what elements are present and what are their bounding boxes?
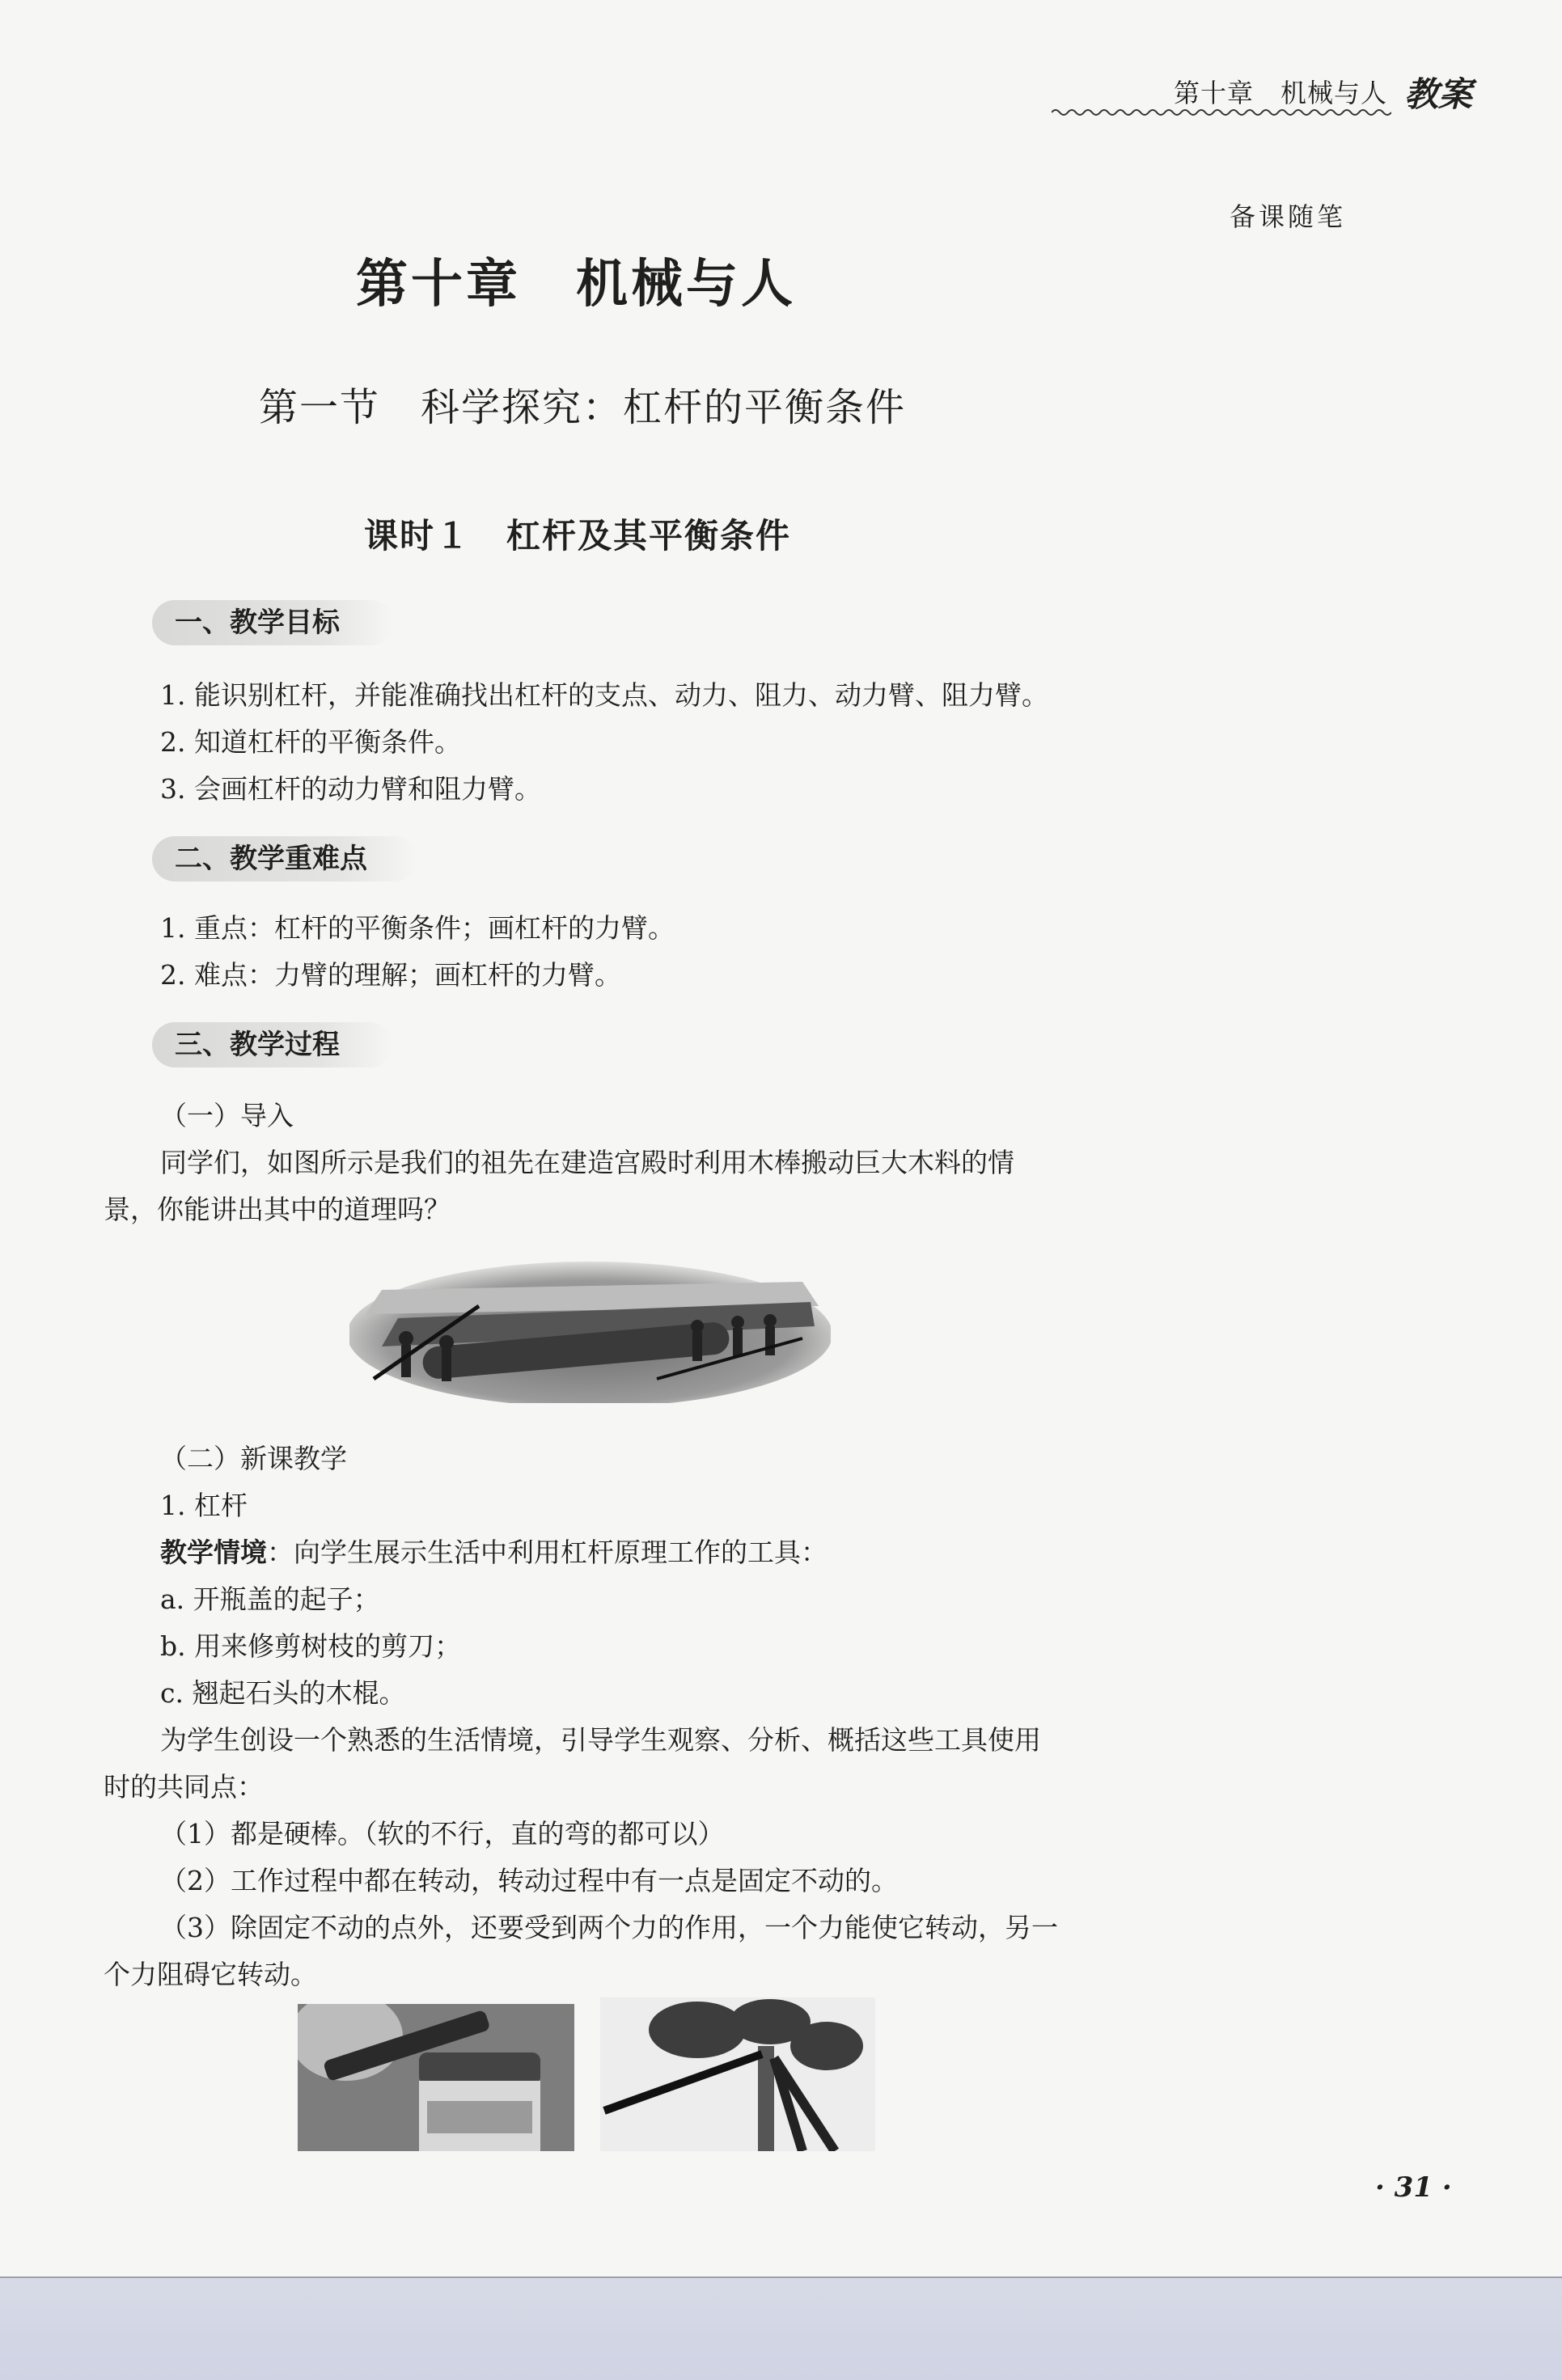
header-chapter: 第十章 机械与人 — [1173, 78, 1387, 108]
tool-item: b. 用来修剪树枝的剪刀； — [160, 1630, 462, 1662]
bottle-opener-image — [298, 2004, 574, 2151]
wavy-rule — [1052, 107, 1391, 118]
key-point-item: 2. 难点：力臂的理解；画杠杆的力臂。 — [160, 959, 621, 991]
tool-item: a. 开瓶盖的起子； — [160, 1583, 380, 1615]
intro-heading: （一）导入 — [160, 1100, 294, 1131]
header-tag: 教案 — [1403, 74, 1472, 114]
guide-line: 时的共同点： — [104, 1771, 264, 1803]
common-point: 个力阻碍它转动。 — [104, 1959, 317, 1990]
scenario-label: 教学情境 — [160, 1537, 267, 1568]
section-title: 第一节 科学探究：杠杆的平衡条件 — [259, 385, 907, 430]
pruning-shears-image — [600, 1997, 875, 2151]
common-point: （2）工作过程中都在转动，转动过程中有一点是固定不动的。 — [160, 1865, 898, 1896]
scanner-background-strip — [0, 2276, 1562, 2380]
intro-line: 同学们，如图所示是我们的祖先在建造宫殿时利用木棒搬动巨大木料的情 — [160, 1147, 1014, 1178]
process-heading: 三、教学过程 — [152, 1022, 393, 1067]
new-lesson-heading: （二）新课教学 — [160, 1443, 347, 1474]
page-number: · 31 · — [1375, 2171, 1452, 2204]
tool-item: c. 翘起石头的木棍。 — [160, 1677, 406, 1709]
lesson-title: 课时１ 杠杆及其平衡条件 — [364, 516, 792, 556]
key-points-heading: 二、教学重难点 — [152, 836, 417, 881]
side-note-label: 备课随笔 — [1230, 201, 1347, 232]
objective-item: 1. 能识别杠杆，并能准确找出杠杆的支点、动力、阻力、动力臂、阻力臂。 — [160, 679, 1048, 711]
chapter-title: 第十章 机械与人 — [356, 254, 796, 315]
running-header — [1052, 73, 1472, 121]
common-point: （3）除固定不动的点外，还要受到两个力的作用，一个力能使它转动，另一 — [160, 1912, 1058, 1943]
intro-line: 景，你能讲出其中的道理吗？ — [104, 1194, 451, 1225]
palace-construction-image — [349, 1258, 831, 1403]
objective-item: 3. 会画杠杆的动力臂和阻力臂。 — [160, 773, 541, 805]
common-point: （1）都是硬棒。（软的不行，直的弯的都可以） — [160, 1818, 725, 1849]
objective-item: 2. 知道杠杆的平衡条件。 — [160, 726, 461, 758]
scenario-text: ：向学生展示生活中利用杠杆原理工作的工具： — [267, 1537, 828, 1568]
lever-heading: 1. 杠杆 — [160, 1490, 248, 1521]
scenario-line — [160, 1535, 828, 1570]
objectives-heading: 一、教学目标 — [152, 600, 393, 645]
guide-line: 为学生创设一个熟悉的生活情境，引导学生观察、分析、概括这些工具使用 — [160, 1724, 1041, 1756]
key-point-item: 1. 重点：杠杆的平衡条件；画杠杆的力臂。 — [160, 912, 675, 944]
